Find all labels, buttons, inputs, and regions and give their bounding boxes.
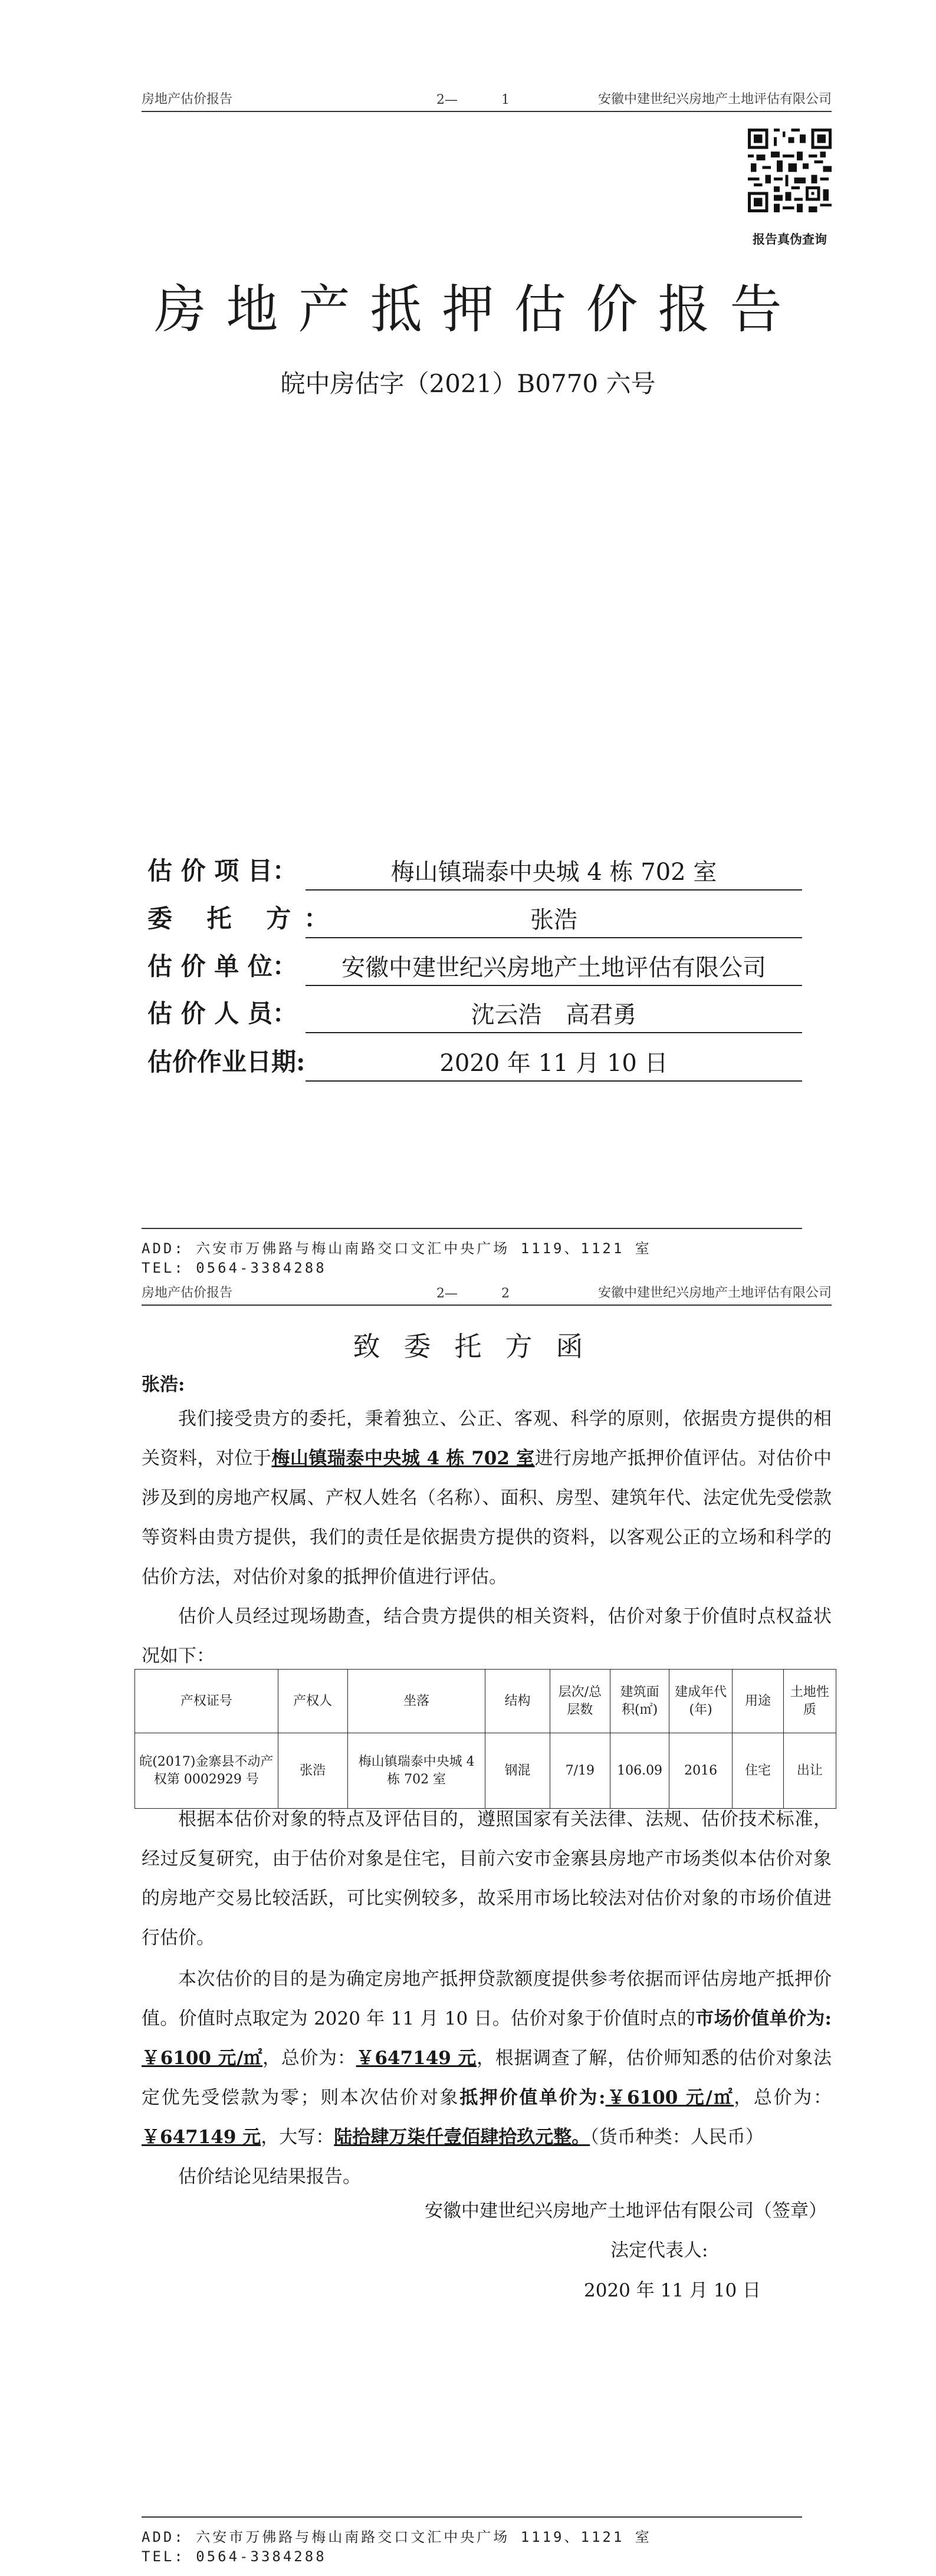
column-header: 产权证号	[135, 1670, 278, 1733]
letter-paragraph-3: 根据本估价对象的特点及评估目的，遵照国家有关法律、法规、估价技术标准，经过反复研究，由于估价对象是住宅，目前六安市金寨县房地产市场类似本估价对象的房地产交易比较活跃，可比实例较多，故采用市场比较法对估价对象的市场价值进行估价。	[142, 1809, 832, 1949]
letter-paragraph-4	[142, 1960, 832, 2157]
letter-title: 致委托方函	[353, 1330, 607, 1362]
table-row	[135, 1733, 836, 1809]
letter-paragraph-1	[142, 1399, 832, 1597]
market-total-price: ￥647149 元	[356, 2048, 477, 2069]
table-cell: 梅山镇瑞泰中央城 4 栋 702 室	[347, 1733, 485, 1809]
mortgage-unit-price: ￥6100 元/㎡	[605, 2087, 734, 2108]
field-project-label: 估 价 项 目：	[147, 856, 297, 885]
column-header: 建成年代(年)	[669, 1670, 733, 1733]
amount-in-words: 陆拾肆万柒仟壹佰肆拾玖元整。	[334, 2127, 590, 2148]
mortgage-unit-price-label: 抵押价值单价为:	[459, 2087, 606, 2108]
column-header: 建筑面积(㎡)	[610, 1670, 669, 1733]
table-cell: 皖(2017)金寨县不动产权第 0002929 号	[135, 1733, 278, 1809]
footer-divider	[142, 1228, 802, 1229]
field-unit-label: 估 价 单 位：	[147, 952, 297, 981]
header-page-dash: 2—	[436, 1286, 458, 1301]
field-staff-value: 沈云浩 高君勇	[306, 996, 802, 1033]
header-page-number: 1	[501, 93, 510, 107]
column-header: 用途	[733, 1670, 784, 1733]
table-cell: 106.09	[610, 1733, 669, 1809]
paragraph-text: ，根据调查了解，估价师知悉的估价对象法定优先受偿款为零；则本次估价对象	[142, 2048, 832, 2108]
footer-address: ADD: 六安市万佛路与梅山南路交口文汇中央广场 1119、1121 室	[142, 1240, 652, 1257]
column-header: 产权人	[278, 1670, 347, 1733]
table-cell: 2016	[669, 1733, 733, 1809]
field-staff	[147, 999, 802, 1033]
header-page-number: 2	[501, 1286, 510, 1301]
letter-greeting: 张浩:	[142, 1374, 185, 1395]
legal-representative: 法定代表人:	[610, 2240, 708, 2261]
field-unit-value: 安徽中建世纪兴房地产土地评估有限公司	[306, 949, 802, 986]
field-date-label: 估价作业日期:	[147, 1047, 306, 1076]
header-right: 安徽中建世纪兴房地产土地评估有限公司	[597, 1286, 832, 1300]
table-cell: 钢混	[485, 1733, 550, 1809]
letter-paragraph-2: 估价人员经过现场勘查，结合贵方提供的相关资料，估价对象于价值时点权益状况如下：	[142, 1606, 832, 1667]
market-unit-price-label: 市场价值单价为:	[695, 2008, 832, 2029]
column-header: 坐落	[347, 1670, 485, 1733]
header-page-dash: 2—	[436, 93, 458, 107]
report-number: 皖中房估字（2021）B0770 六号	[280, 369, 656, 398]
column-header: 层次/总层数	[550, 1670, 610, 1733]
footer-divider	[142, 2516, 802, 2518]
field-date-value: 2020 年 11 月 10 日	[306, 1044, 802, 1082]
footer-tel: TEL: 0564-3384288	[142, 1260, 327, 1276]
market-unit-price: ￥6100 元/㎡	[142, 2048, 263, 2069]
header-left: 房地产估价报告	[142, 1286, 233, 1300]
paragraph-text: （货币种类：人民币）	[590, 2127, 764, 2148]
table-cell: 7/19	[550, 1733, 610, 1809]
mortgage-total-price: ￥647149 元	[142, 2127, 261, 2148]
paragraph-text: 我们接受贵方的委托，秉着独立、公正、客观、科学的原则，依据贵方提供的相关资料，对位于	[142, 1408, 832, 1469]
paragraph-text: ，总价为：	[734, 2087, 832, 2108]
paragraph-text: ，大写：	[261, 2127, 334, 2148]
field-client-value: 张浩	[306, 901, 802, 938]
field-client-label: 委 托 方：	[147, 904, 342, 933]
field-date	[147, 1047, 802, 1082]
qr-caption: 报告真伪查询	[753, 232, 827, 247]
field-project-value: 梅山镇瑞泰中央城 4 栋 702 室	[306, 853, 802, 891]
table-cell: 住宅	[733, 1733, 784, 1809]
header-left: 房地产估价报告	[142, 92, 233, 107]
column-header: 土地性质	[783, 1670, 836, 1733]
signature-date: 2020 年 11 月 10 日	[584, 2280, 761, 2301]
paragraph-text: 进行房地产抵押价值评估。对估价中涉及到的房地产权属、产权人姓名（名称）、面积、房型、建筑年代、法定优先受偿款等资料由贵方提供，我们的责任是依据贵方提供的资料，以客观公正的立场和科学的估价方法，对估价对象的抵押价值进行评估。	[142, 1448, 832, 1588]
table-cell: 出让	[783, 1733, 836, 1809]
field-staff-label: 估 价 人 员：	[147, 999, 297, 1028]
report-title: 房地产抵押估价报告	[154, 279, 802, 340]
field-client	[147, 904, 802, 938]
column-header: 结构	[485, 1670, 550, 1733]
paragraph-text: 本次估价的目的是为确定房地产抵押贷款额度提供参考依据而评估房地产抵押价值。价值时点取定为 2020 年 11 月 10 日。估价对象于价值时点的	[142, 1969, 832, 2029]
page-header	[142, 90, 832, 112]
footer-tel: TEL: 0564-3384288	[142, 2548, 327, 2565]
page-header	[142, 1283, 832, 1306]
table-header-row	[135, 1670, 836, 1733]
field-unit	[147, 952, 802, 986]
property-address: 梅山镇瑞泰中央城 4 栋 702 室	[271, 1448, 535, 1469]
paragraph-text: ，总价为：	[262, 2048, 356, 2069]
header-right: 安徽中建世纪兴房地产土地评估有限公司	[597, 92, 832, 107]
table-cell: 张浩	[278, 1733, 347, 1809]
footer-address: ADD: 六安市万佛路与梅山南路交口文汇中央广场 1119、1121 室	[142, 2529, 652, 2545]
signature-company: 安徽中建世纪兴房地产土地评估有限公司（签章）	[425, 2200, 827, 2222]
letter-paragraph-5: 估价结论见结果报告。	[178, 2166, 361, 2187]
property-table	[134, 1669, 836, 1809]
qr-code-icon[interactable]	[748, 129, 832, 212]
field-project	[147, 856, 802, 891]
